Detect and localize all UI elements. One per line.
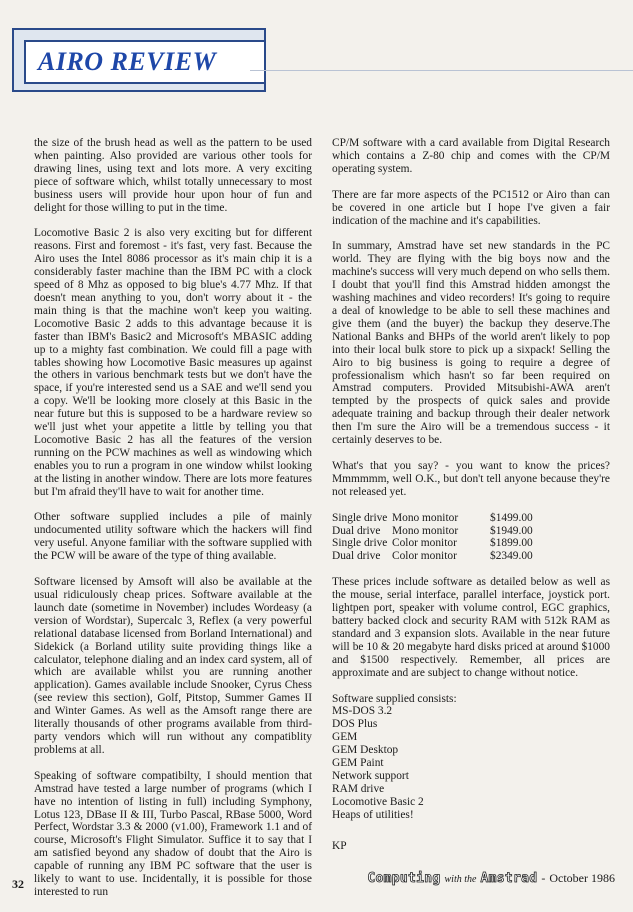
price-cell: $1899.00 [490,537,533,550]
header-rule [250,70,633,71]
paragraph: There are far more aspects of the PC1512 or Airo than can be covered in one article but I hope I've given a fair indication of the machine and it's capabilities. [332,188,610,227]
paragraph: Software licensed by Amsoft will also be available at the usual ridiculously cheap prices. Software available at the launch date (sometime in November) includes Wordeasy (a version of Wordstar), Supercalc 3, Reflex (a very powerful relational database licensed from Borland International) and Sidekick (a Borland utility suite providing things like a calculator, telephone dialing and an index card system, all of which are available whilst you are running another application). Games available include Snooker, Cyrus Chess (see review this section), Golf, Pitstop, Summer Games II and Winter Games. As well as the Amsoft range there are literally thousands of other programs available from third-party vendors which will run without any compatiblity problems at all. [34,576,312,756]
magazine-name-connector: with the [444,874,477,885]
price-cell: $2349.00 [490,550,533,563]
magazine-name-part2: Amstrad [480,871,538,886]
price-cell: $1949.00 [490,524,533,537]
software-item: Heaps of utilities! [332,808,414,821]
monitor-cell: Mono monitor [392,511,459,524]
right-column [332,137,610,853]
paragraph: the size of the brush head as well as the pattern to be used when painting. Also provided are various other tools for drawing lines, using text and lots more. A very exciting piece of software which, whilst totally unnecessary to most business users will provide hour upon hour of fun and delight for those willing to put in the time. [34,137,312,214]
software-list [332,693,610,822]
software-item: MS-DOS 3.2 [332,705,393,718]
price-table [332,512,570,564]
footer-dash: - [541,871,546,885]
software-item: Locomotive Basic 2 [332,795,424,808]
page-number: 32 [12,877,24,891]
price-row [332,537,570,550]
software-list-heading: Software supplied consists: [332,692,457,705]
left-column [34,137,312,912]
software-item: GEM [332,731,358,744]
section-title: AIRO REVIEW [38,47,217,76]
footer [367,871,615,886]
price-row [332,512,570,525]
price-row [332,525,570,538]
paragraph: These prices include software as detailed below as well as the mouse, serial interface, parallel interface, joystick port. lightpen port, speaker with volume control, EGC graphics, battery backed clock and security RAM with 512k RAM as standard and 3 expansion slots. Available in the near future will be 10 & 20 megabyte hard disks priced at around $1000 and $1500 respectively. Remember, all prices are approximate and are subject to change without notice. [332,576,610,679]
paragraph: Speaking of software compatibilty, I should mention that Amstrad have tested a large number of programs (which I have no intention of listing in full) including Symphony, Lotus 123, DBase II & III, Turbo Pascal, RBase 5000, Word Perfect, Wordstar 3.3 & 2000 (v1.00), Framework 1.1 and of course, Microsoft's Flight Simulator. Suffice it to say that I am satisfied beyond any shadow of doubt that the Airo is capable of running any IBM PC software that the user is likely to want to use. Incidentally, it is possible for those interested to run [34,769,312,898]
author-initials: KP [332,839,347,852]
paragraph: Other software supplied includes a pile of mainly undocumented utility software which the hackers will find very useful. Anyone familiar with the software supplied with the PCW will be aware of the type of thing available. [34,511,312,563]
monitor-cell: Mono monitor [392,524,459,537]
price-row [332,550,570,563]
software-item: GEM Paint [332,757,384,770]
software-item: RAM drive [332,782,385,795]
paragraph: Locomotive Basic 2 is also very exciting but for different reasons. First and foremost - it's fast, very fast. Because the Airo uses the Intel 8086 processor as it's main chip it is a considerably faster machine than the IBM PC with a clock speed of 8 Mhz as opposed to big blue's 4.77 Mhz. If that doesn't mean anything to you, don't worry about it - the main thing is that the machine won't keep you waiting. Locomotive Basic 2 adds to this advantage because it is faster than IBM's Basic2 and Microsoft's MBASIC adding up to a mighty fast combination. We could fill a page with tables showing how Locomotive Basic measures up against the others in various benchmark tests but we don't have the space, if you're interested send us a SAE and we'll send you a copy. We'll be looking more closely at this Basic in the near future but this is supposed to be a hardware review so we'll just whet your appetite a little by telling you that Locomotive Basic 2 has all the features of the version running on the PCW machines as well as windowing which enables you to run a program in one window whilst looking at the listing in another window. There are lots more features but I'm afraid they'll have to wait for another time. [34,227,312,498]
drive-cell: Dual drive [332,550,381,563]
software-item: Network support [332,769,409,782]
paragraph: In summary, Amstrad have set new standards in the PC world. They are flying with the big boys now and the machine's success will very much depend on who sells them. I doubt that you'll find this Amstrad hidden amongst the washing machines and video recorders! It's going to require a deal of knowledge to be able to sell these machines and give them (and the buyer) the backup they deserve.The National Banks and BHPs of the world aren't likely to pop into their local bulk store to pick up a sixpack! Selling the Airo to big business is going to require a degree of professionalism which hasn't so far been required on Amstrad computers. Provided Mitsubishi-AWA aren't tempted by the prospects of quick sales and provide adequate training and backup through their dealer network then I'm sure the Airo will be a tremendous success - it certainly deserves to be. [332,240,610,447]
issue-date: October 1986 [549,871,615,885]
drive-cell: Single drive [332,511,388,524]
monitor-cell: Color monitor [392,537,457,550]
header-banner [24,40,266,84]
software-item: GEM Desktop [332,744,399,757]
monitor-cell: Color monitor [392,550,457,563]
paragraph: CP/M software with a card available from Digital Research which contains a Z-80 chip and comes with the CP/M operating system. [332,137,610,175]
magazine-name-part1: Computing [367,871,441,886]
price-cell: $1499.00 [490,511,533,524]
drive-cell: Single drive [332,537,388,550]
drive-cell: Dual drive [332,524,381,537]
paragraph: What's that you say? - you want to know the prices? Mmmmmm, well O.K., but don't tell anyone because they're not released yet. [332,459,610,498]
software-item: DOS Plus [332,718,378,731]
